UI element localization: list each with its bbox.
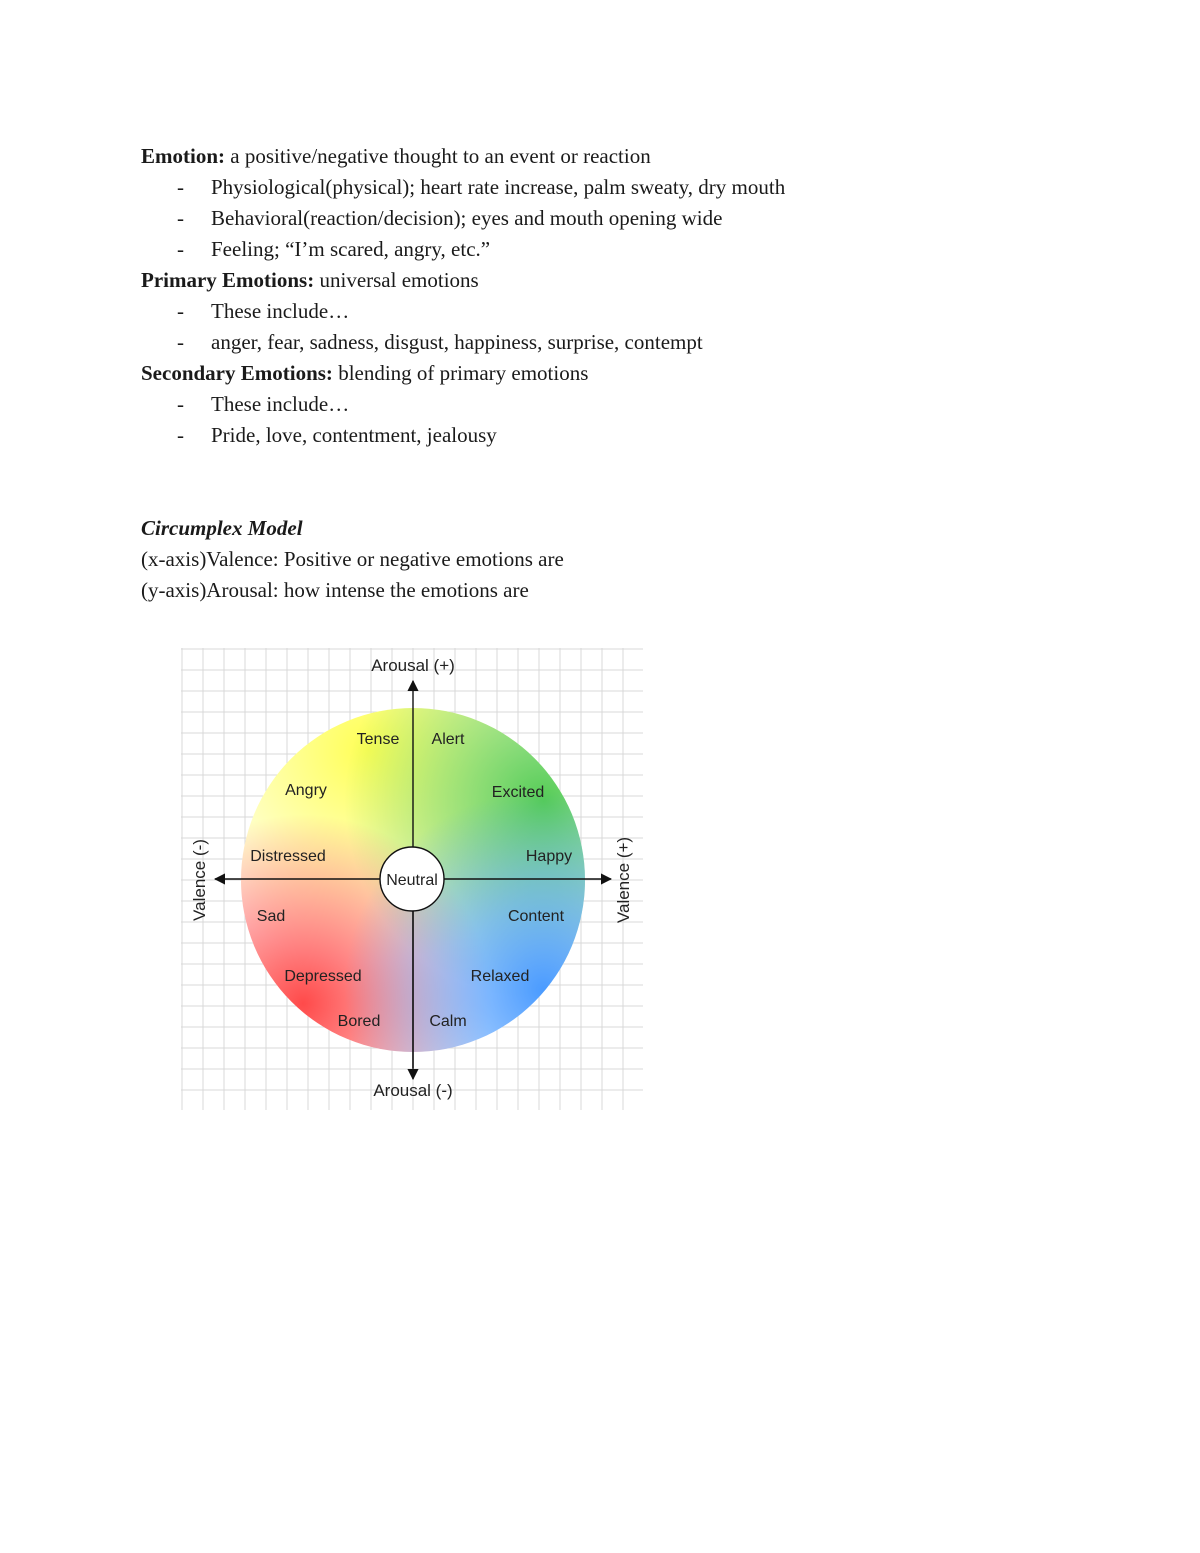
list-item: - Behavioral(reaction/decision); eyes and mouth opening wide xyxy=(177,206,723,230)
circumplex-diagram xyxy=(181,648,643,1110)
neutral-label: Neutral xyxy=(386,872,438,889)
emotion-label-relaxed: Relaxed xyxy=(470,968,530,985)
list-item: - These include… xyxy=(177,299,350,323)
valence-positive-label: Valence (+) xyxy=(614,836,633,924)
arousal-positive-label: Arousal (+) xyxy=(371,656,455,675)
emotion-definition-text: a positive/negative thought to an event or reaction xyxy=(225,144,651,168)
document-body xyxy=(141,141,1071,606)
primary-emotions-term: Primary Emotions: xyxy=(141,268,315,292)
emotion-label-bored: Bored xyxy=(337,1013,381,1030)
emotion-label-tense: Tense xyxy=(356,731,400,748)
secondary-emotions-definition: Secondary Emotions: blending of primary emotions xyxy=(141,361,589,385)
emotion-term: Emotion: xyxy=(141,144,225,168)
list-item: - Physiological(physical); heart rate increase, palm sweaty, dry mouth xyxy=(177,175,786,199)
emotion-label-alert: Alert xyxy=(431,731,465,748)
list-item: - Feeling; “I’m scared, angry, etc.” xyxy=(177,237,491,261)
emotion-label-excited: Excited xyxy=(491,784,545,801)
emotion-label-sad: Sad xyxy=(256,908,286,925)
emotion-label-happy: Happy xyxy=(525,848,573,865)
valence-negative-label: Valence (-) xyxy=(190,839,209,921)
list-item: - Pride, love, contentment, jealousy xyxy=(177,423,497,447)
circumplex-svg xyxy=(181,648,643,1110)
emotion-label-content: Content xyxy=(507,908,565,925)
primary-emotions-definition: Primary Emotions: universal emotions xyxy=(141,268,479,292)
arousal-negative-label: Arousal (-) xyxy=(373,1081,453,1100)
secondary-emotions-term: Secondary Emotions: xyxy=(141,361,333,385)
emotion-definition xyxy=(141,141,1071,172)
x-axis-note: (x-axis)Valence: Positive or negative emotions are xyxy=(141,547,564,571)
circumplex-model-heading: Circumplex Model xyxy=(141,516,303,540)
y-axis-note: (y-axis)Arousal: how intense the emotions are xyxy=(141,578,529,602)
list-item: - anger, fear, sadness, disgust, happiness, surprise, contempt xyxy=(177,330,703,354)
emotion-label-distressed: Distressed xyxy=(250,848,326,865)
emotion-label-angry: Angry xyxy=(285,782,327,799)
emotion-label-depressed: Depressed xyxy=(284,968,362,985)
emotion-label-calm: Calm xyxy=(429,1013,467,1030)
list-item: - These include… xyxy=(177,392,350,416)
